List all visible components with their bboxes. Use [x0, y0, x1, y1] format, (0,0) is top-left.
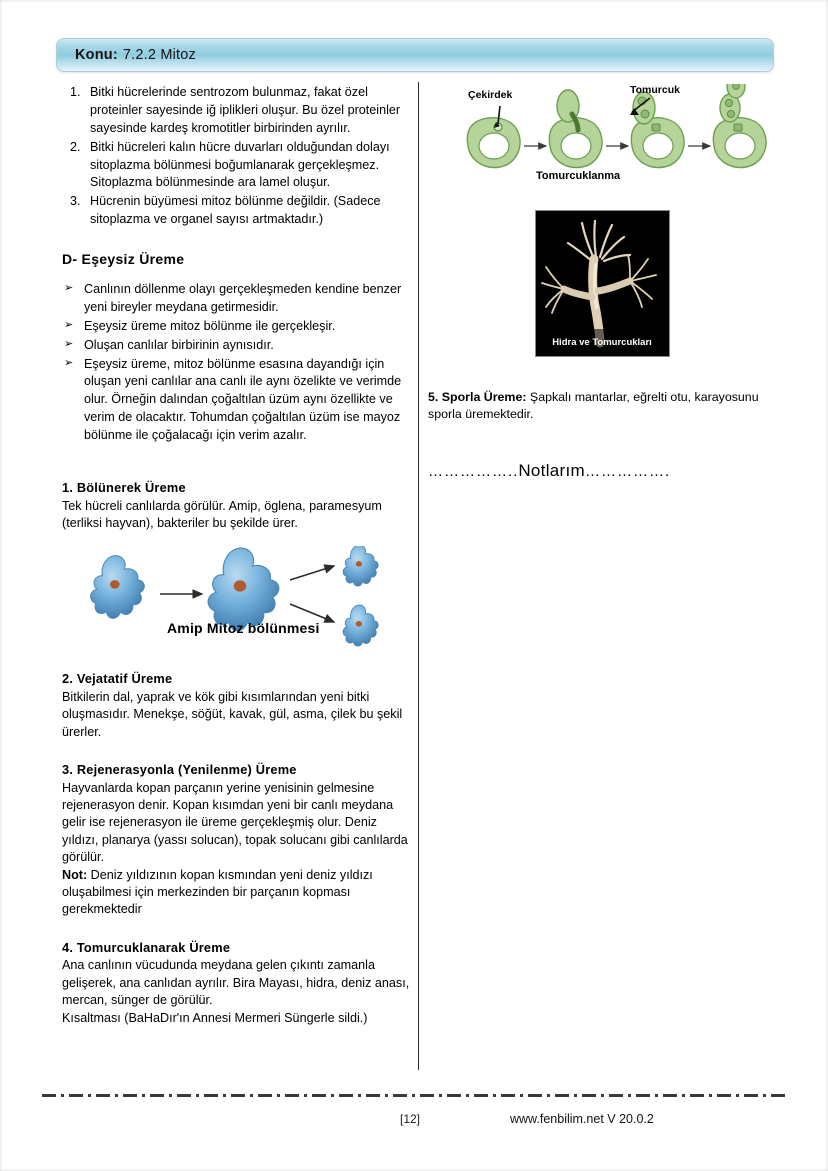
numbered-notes-list — [62, 84, 410, 229]
arrow-bullet-icon: ➢ — [64, 318, 74, 331]
arrow-bullet-list — [62, 281, 410, 445]
yeast-cell-stage-2 — [549, 90, 602, 168]
hydra-photo-caption: Hidra ve Tomurcukları — [552, 337, 652, 348]
block-body: Tek hücreli canlılarda görülür. Amip, öglena, paramesyum (terliksi hayvan), bakteriler bu şekilde ürer. — [62, 498, 382, 530]
amoeba-figure-caption: Amip Mitoz bölünmesi — [167, 620, 320, 637]
list-item-text: Eşeysiz üreme, mitoz bölünme esasına dayandığı için oluşan yeni canlılar ana canlı ile aynı özelikte ve verimde olur. Örneğin dalından çoğaltılan üzüm aynı özellikte ve verim de olacaktır. Tohumdan çoğaltılan üzüm ise mayoz bölünme ile çoğalacağı için verim azalır. — [84, 356, 402, 442]
block-note — [62, 867, 410, 919]
list-item: 3. Hücrenin büyümesi mitoz bölünme değildir. (Sadece sitoplazma ve organel sayısı artmaktadır.) — [84, 193, 410, 229]
block-title: 3. Rejenerasyonla (Yenilenme) Üreme — [62, 762, 297, 778]
amoeba-cell-parent — [91, 556, 145, 619]
block-sporla-ureme — [428, 389, 776, 423]
topic-header-bar — [56, 38, 774, 72]
notes-line — [428, 461, 776, 481]
block-bolunerek-ureme — [62, 479, 410, 532]
amoeba-cell-daughter-1 — [343, 546, 378, 586]
list-item — [62, 318, 410, 336]
block-rejenerasyon-ureme — [62, 761, 410, 919]
block-body: Şapkalı mantarlar, eğrelti otu, karayosunu sporla üremektedir. — [428, 390, 759, 422]
arrow-bullet-icon: ➢ — [64, 356, 74, 369]
note-body: Deniz yıldızının kopan kısmından yeni deniz yıldızı oluşabilmesi için merkezinden bir parçanın kopması gerekmektedir — [62, 867, 373, 917]
block-title: 5. Sporla Üreme: — [428, 390, 527, 404]
budding-figure-caption: Tomurcuklanma — [536, 170, 621, 182]
hydra-illustration-svg — [536, 211, 669, 356]
label-tomurcuk: Tomurcuk — [630, 84, 680, 96]
footer-site-version: www.fenbilim.net V 20.0.2 — [510, 1112, 654, 1126]
yeast-cell-stage-3 — [631, 92, 684, 168]
footer-page-number: [12] — [400, 1112, 421, 1126]
section-heading-esesiz-ureme: D- Eşeysiz Üreme — [62, 251, 185, 267]
budding-figure — [428, 84, 776, 192]
list-item — [62, 337, 410, 355]
list-item: 2. Bitki hücreleri kalın hücre duvarları olduğundan dolayı sitoplazma bölünmesi boğumlanarak gerçekleşmez. Sitoplazma bölünmesinde ara lamel oluşur. — [84, 139, 410, 193]
note-label: Not: — [62, 867, 88, 882]
block-title: 2. Vejatatif Üreme — [62, 671, 173, 687]
right-column — [428, 84, 776, 481]
block-title: 1. Bölünerek Üreme — [62, 479, 186, 495]
arrow-bullet-icon: ➢ — [64, 337, 74, 350]
block-title: 4. Tomurcuklanarak Üreme — [62, 939, 231, 955]
block-body: Bitkilerin dal, yaprak ve kök gibi kısımlarından yeni bitki oluşmasıdır. Menekşe, söğüt, kavak, gül, asma, çilek bu şekil ürerler. — [62, 689, 403, 739]
notes-dots-right: ……………. — [584, 463, 671, 481]
arrow-bullet-icon: ➢ — [64, 282, 74, 294]
block-body: Ana canlının vücudunda meydana gelen çıkıntı zamanla gelişerek, ana canlıdan ayrılır. Bira Mayası, hidra, deniz anası, mercan, sünger de görülür. — [62, 958, 410, 1008]
block-tomurcuklanarak-ureme — [62, 939, 410, 1027]
list-item — [62, 281, 410, 317]
yeast-cell-stage-4 — [713, 84, 766, 168]
block-body: Hayvanlarda kopan parçanın yerine yenisinin gelmesine rejenerasyon denir. Kopan kısımdan yeni bir canlı meydana gelir ise rejenerasyon ile üreme gerçekleşmiş olur. Deniz yıldızı, planarya (yassı solucan), topak solucanı gibi canlılarda görülür. — [62, 780, 408, 865]
arrow-icon — [290, 566, 334, 580]
list-item-text: Canlının döllenme olayı gerçekleşmeden kendine benzer yeni bireyler meydana getirmesidir. — [84, 282, 402, 314]
topic-value: 7.2.2 Mitoz — [122, 47, 196, 63]
left-column — [62, 84, 410, 1027]
notes-dots-left: …………….. — [428, 463, 519, 481]
column-divider — [418, 82, 419, 1070]
amoeba-mitosis-figure — [62, 546, 410, 656]
hydra-photo — [535, 210, 670, 357]
block-vejatatif-ureme — [62, 670, 410, 741]
amoeba-cell-daughter-2 — [343, 605, 378, 646]
notes-label: Notlarım — [518, 461, 585, 481]
list-item: 1. Bitki hücrelerinde sentrozom bulunmaz, fakat özel proteinler sayesinde iğ iplikleri oluşur. Bu özel proteinler sayesinde kardeş kromotitler birbirinden ayrılır. — [84, 84, 410, 138]
amoeba-cell-dividing — [208, 548, 279, 631]
block-extra: Kısaltması (BaHaDır'ın Annesi Mermeri Süngerle sildi.) — [62, 1010, 368, 1025]
footer-divider — [42, 1094, 786, 1097]
amoeba-diagram-svg — [62, 546, 410, 656]
list-item — [62, 356, 410, 445]
yeast-cell-stage-1 — [467, 118, 520, 168]
topic-label: Konu: — [75, 47, 118, 63]
list-item-text: Oluşan canlılar birbirinin aynısıdır. — [84, 337, 274, 352]
label-cekirdek: Çekirdek — [468, 89, 513, 101]
list-item-text: Eşeysiz üreme mitoz bölünme ile gerçekleşir. — [84, 318, 336, 333]
